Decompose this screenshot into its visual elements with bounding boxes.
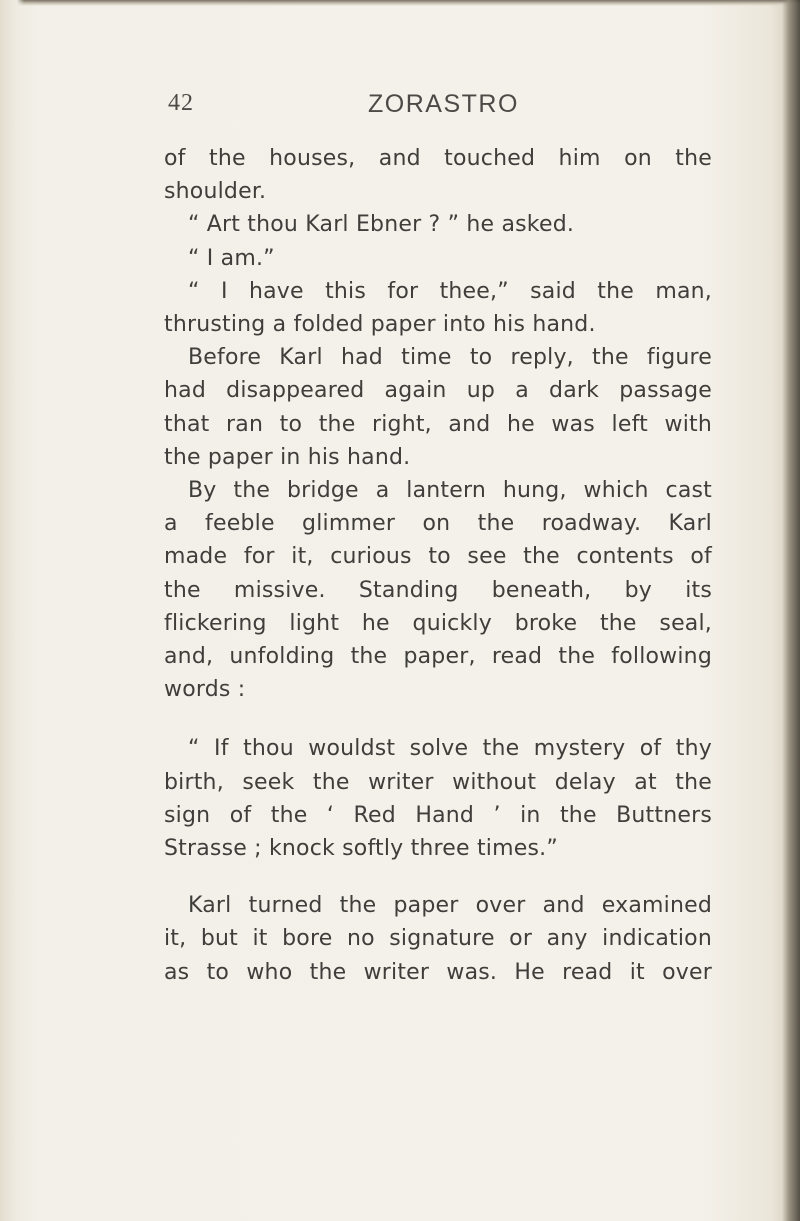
body-text (164, 142, 712, 989)
quoted-text-line: sign of the ‘ Red Hand ’ in the Buttners (164, 802, 712, 828)
paragraph-gap (164, 865, 712, 889)
text-line: flickering light he quickly broke the seal, (164, 610, 712, 636)
text-line: Karl turned the paper over and examined (188, 893, 712, 919)
text-line: that ran to the right, and he was left with (164, 411, 712, 437)
quoted-text-line: birth, seek the writer without delay at the (164, 769, 712, 795)
text-line: “ Art thou Karl Ebner ? ” he asked. (188, 212, 575, 238)
text-line: as to who the writer was. He read it over (164, 959, 712, 985)
text-line: “ I have this for thee,” said the man, (188, 278, 712, 304)
page-number: 42 (168, 90, 194, 116)
text-line: the paper in his hand. (164, 444, 411, 470)
page-right-edge-shadow (782, 0, 800, 1221)
page-header (0, 90, 800, 122)
text-line: had disappeared again up a dark passage (164, 378, 712, 404)
text-line: shoulder. (164, 179, 267, 205)
text-line: of the houses, and touched him on the (164, 146, 712, 171)
text-line: Before Karl had time to reply, the figure (188, 345, 712, 371)
page-top-edge (0, 0, 800, 6)
page-gutter (0, 0, 24, 1221)
text-line: it, but it bore no signature or any indication (164, 926, 712, 952)
text-line: the missive. Standing beneath, by its (164, 577, 712, 603)
text-line: and, unfolding the paper, read the following (164, 644, 712, 670)
running-title: ZORASTRO (368, 90, 519, 118)
text-line: a feeble glimmer on the roadway. Karl (164, 511, 712, 537)
text-line: “ I am.” (188, 245, 275, 271)
text-line: made for it, curious to see the contents of (164, 544, 712, 570)
text-line: words : (164, 677, 246, 703)
quoted-text-line: “ If thou wouldst solve the mystery of thy (188, 736, 712, 762)
text-line: By the bridge a lantern hung, which cast (188, 478, 712, 504)
quoted-text-line: Strasse ; knock softly three times.” (164, 836, 558, 862)
paragraph-gap (164, 706, 712, 732)
text-line: thrusting a folded paper into his hand. (164, 312, 596, 338)
